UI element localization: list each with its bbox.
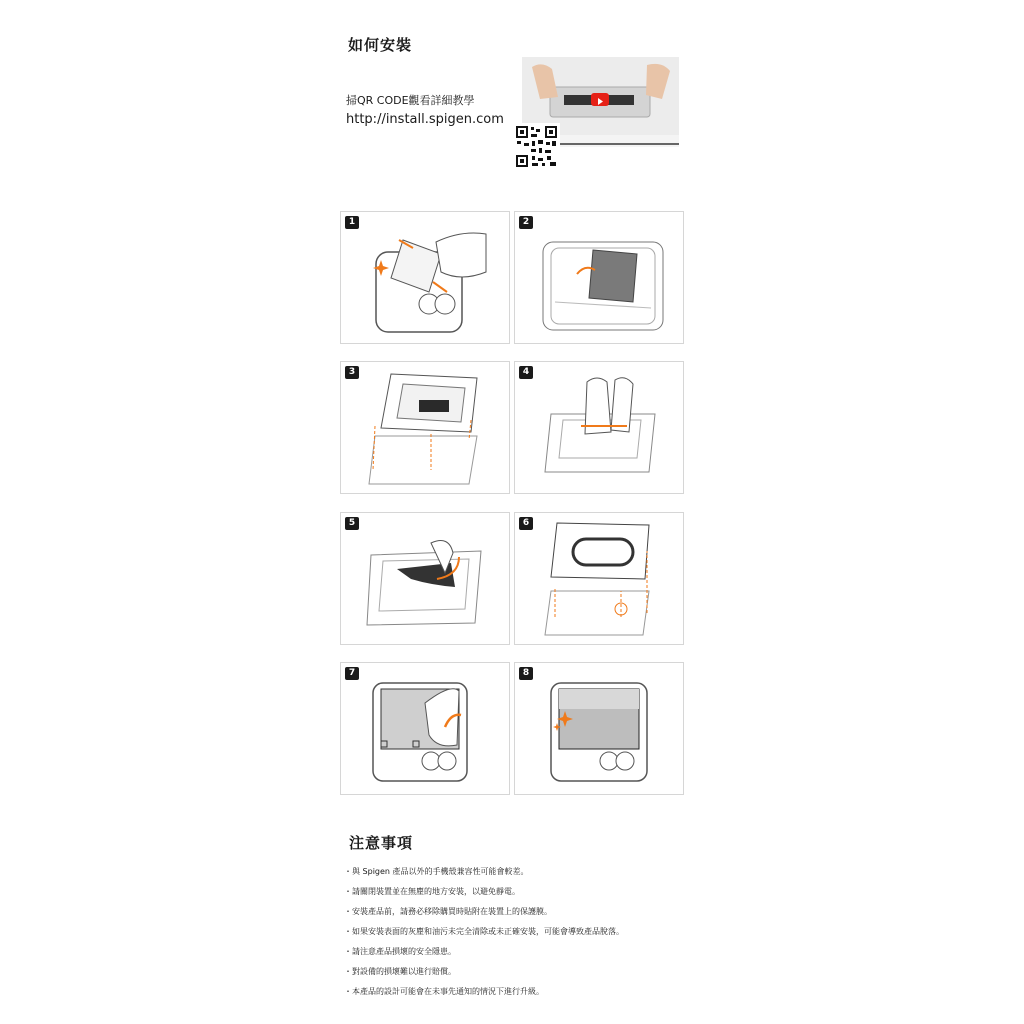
note-item: ・如果安裝表面的灰塵和油污未完全清除或未正確安裝，可能會導致產品脫落。 [344, 927, 624, 936]
note-item: ・請關閉裝置並在無塵的地方安裝，以避免靜電。 [344, 887, 520, 896]
step-card-4 [514, 361, 684, 494]
page-title: 如何安裝 [348, 36, 413, 54]
note-item: ・對設備的損壞難以進行賠償。 [344, 967, 456, 976]
step-card-7 [340, 662, 510, 795]
step-card-3 [340, 361, 510, 494]
step-number: 4 [519, 366, 533, 379]
qr-instruction: 掃QR CODE觀看詳細教學 [346, 94, 475, 107]
step-card-2 [514, 211, 684, 344]
notes-title: 注意事項 [349, 834, 414, 852]
step-card-6 [514, 512, 684, 645]
play-icon[interactable] [591, 93, 609, 106]
step-card-1 [340, 211, 510, 344]
install-url[interactable]: http://install.spigen.com [346, 112, 504, 127]
step-number: 1 [345, 216, 359, 229]
step-number: 6 [519, 517, 533, 530]
step-number: 7 [345, 667, 359, 680]
step-number: 8 [519, 667, 533, 680]
step-card-8 [514, 662, 684, 795]
step-number: 3 [345, 366, 359, 379]
note-item: ・本產品的設計可能會在未事先通知的情況下進行升級。 [344, 987, 544, 996]
note-item: ・請注意產品損壞的安全隱患。 [344, 947, 456, 956]
step-number: 5 [345, 517, 359, 530]
qr-code [513, 123, 560, 170]
note-item: ・與 Spigen 產品以外的手機殼兼容性可能會較差。 [344, 867, 529, 876]
step-number: 2 [519, 216, 533, 229]
step-card-5 [340, 512, 510, 645]
note-item: ・安裝產品前，請務必移除購買時貼附在裝置上的保護膜。 [344, 907, 552, 916]
